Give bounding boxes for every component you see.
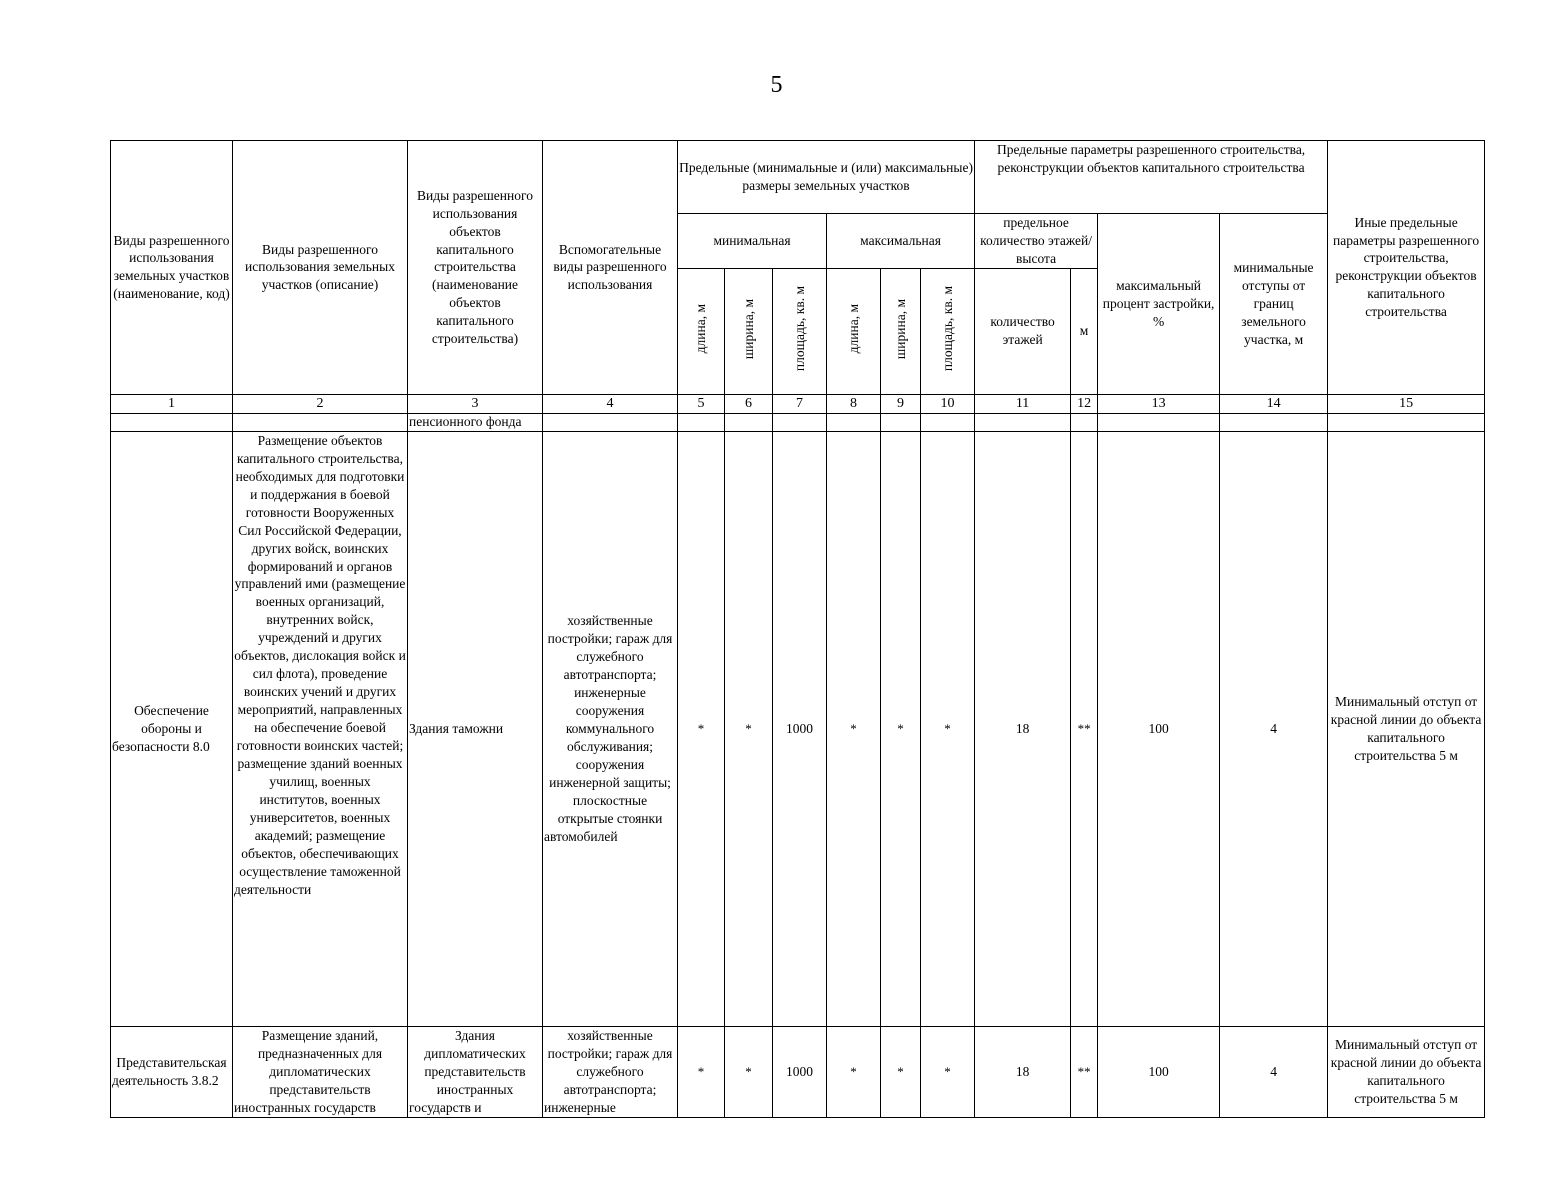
header-land-sizes: Предельные (минимальные и (или) максимальные) размеры земельных участков xyxy=(678,141,975,214)
header-max: максимальная xyxy=(827,214,975,269)
header-col15: Иные предельные параметры разрешенного строительства, реконструкции объектов капитального строительства xyxy=(1328,141,1485,395)
header-min-area: площадь, кв. м xyxy=(773,268,827,394)
header-min-length: длина, м xyxy=(678,268,725,394)
header-max-area: площадь, кв. м xyxy=(921,268,975,394)
header-floors: количество этажей xyxy=(975,268,1071,394)
header-col2: Виды разрешенного использования земельных участков (описание) xyxy=(233,141,408,395)
header-build-params: Предельные параметры разрешенного строительства, реконструкции объектов капитального строительства xyxy=(975,141,1328,214)
cell-other-params: Минимальный отступ от красной линии до объекта капитального строительства 5 м xyxy=(1328,431,1485,1026)
cell-building-type: Здания дипломатических представительств иностранных государств и xyxy=(408,1026,543,1117)
page-number: 5 xyxy=(770,72,783,98)
table-row: Представительская деятельность 3.8.2 Размещение зданий, предназначенных для дипломатических представительств иностранных государств Здания дипломатических представительств иностранных государств и хозяйственные постройки; гараж для служебного автотранспорта; инженерные * * 1000 * * * 18 ** 100 4 Минимальный отступ от красной линии до объекта капитального строительства 5 м xyxy=(111,1026,1485,1117)
header-min-setback: минимальные отступы от границ земельного участка, м xyxy=(1220,214,1328,395)
cell-other-params: Минимальный отступ от красной линии до объекта капитального строительства 5 м xyxy=(1328,1026,1485,1117)
header-floors-group: предельное количество этажей/высота xyxy=(975,214,1098,269)
cell-use-name: Обеспечение обороны и безопасности 8.0 xyxy=(111,431,233,1026)
header-min: минимальная xyxy=(678,214,827,269)
cell-use-name: Представительская деятельность 3.8.2 xyxy=(111,1026,233,1117)
header-max-length: длина, м xyxy=(827,268,881,394)
cell-use-description: Размещение объектов капитального строительства, необходимых для подготовки и поддержания в боевой готовности Вооруженных Сил Российской Федерации, других войск, воинских формирований и органов управлений ими (размещение военных организаций, внутренних войск, учреждений и других объектов, дислокация войск и сил флота), проведение воинских учений и других мероприятий, направленных на обеспечение боевой готовности воинских частей; размещение зданий военных училищ, военных институтов, военных университетов, военных академий; размещение объектов, обеспечивающих осуществление таможенной деятельности xyxy=(233,431,408,1026)
regulations-table xyxy=(110,140,1485,1118)
header-col3: Виды разрешенного использования объектов капитального строительства (наименование объектов капитального строительства) xyxy=(408,141,543,395)
cell-use-description: Размещение зданий, предназначенных для дипломатических представительств иностранных государств xyxy=(233,1026,408,1117)
cell-auxiliary: хозяйственные постройки; гараж для служебного автотранспорта; инженерные сооружения коммунального обслуживания; сооружения инженерной защиты; плоскостные открытые стоянки автомобилей xyxy=(543,431,678,1026)
header-col1: Виды разрешенного использования земельных участков (наименование, код) xyxy=(111,141,233,395)
table-row: пенсионного фонда xyxy=(111,413,1485,431)
header-min-width: ширина, м xyxy=(725,268,773,394)
header-max-percent: максимальный процент застройки, % xyxy=(1098,214,1220,395)
table-row: Обеспечение обороны и безопасности 8.0 Размещение объектов капитального строительства, необходимых для подготовки и поддержания в боевой готовности Вооруженных Сил Российской Федерации, других войск, воинских формирований и органов управлений ими (размещение военных организаций, внутренних войск, учреждений и других объектов, дислокация войск и сил флота), проведение воинских учений и других мероприятий, направленных на обеспечение боевой готовности воинских частей; размещение зданий военных училищ, военных институтов, военных университетов, военных академий; размещение объектов, обеспечивающих осуществление таможенной деятельности Здания таможни хозяйственные постройки; гараж для служебного автотранспорта; инженерные сооружения коммунального обслуживания; сооружения инженерной защиты; плоскостные открытые стоянки автомобилей * * 1000 * * * 18 ** 100 4 Минимальный отступ от красной линии до объекта капитального строительства 5 м xyxy=(111,431,1485,1026)
cell-auxiliary: хозяйственные постройки; гараж для служебного автотранспорта; инженерные xyxy=(543,1026,678,1117)
header-max-width: ширина, м xyxy=(881,268,921,394)
cell-building-type: Здания таможни xyxy=(408,431,543,1026)
header-col4: Вспомогательные виды разрешенного использования xyxy=(543,141,678,395)
column-number-row: 1 2 3 4 5 6 7 8 9 10 11 12 13 14 15 xyxy=(111,394,1485,413)
header-m: м xyxy=(1071,268,1098,394)
